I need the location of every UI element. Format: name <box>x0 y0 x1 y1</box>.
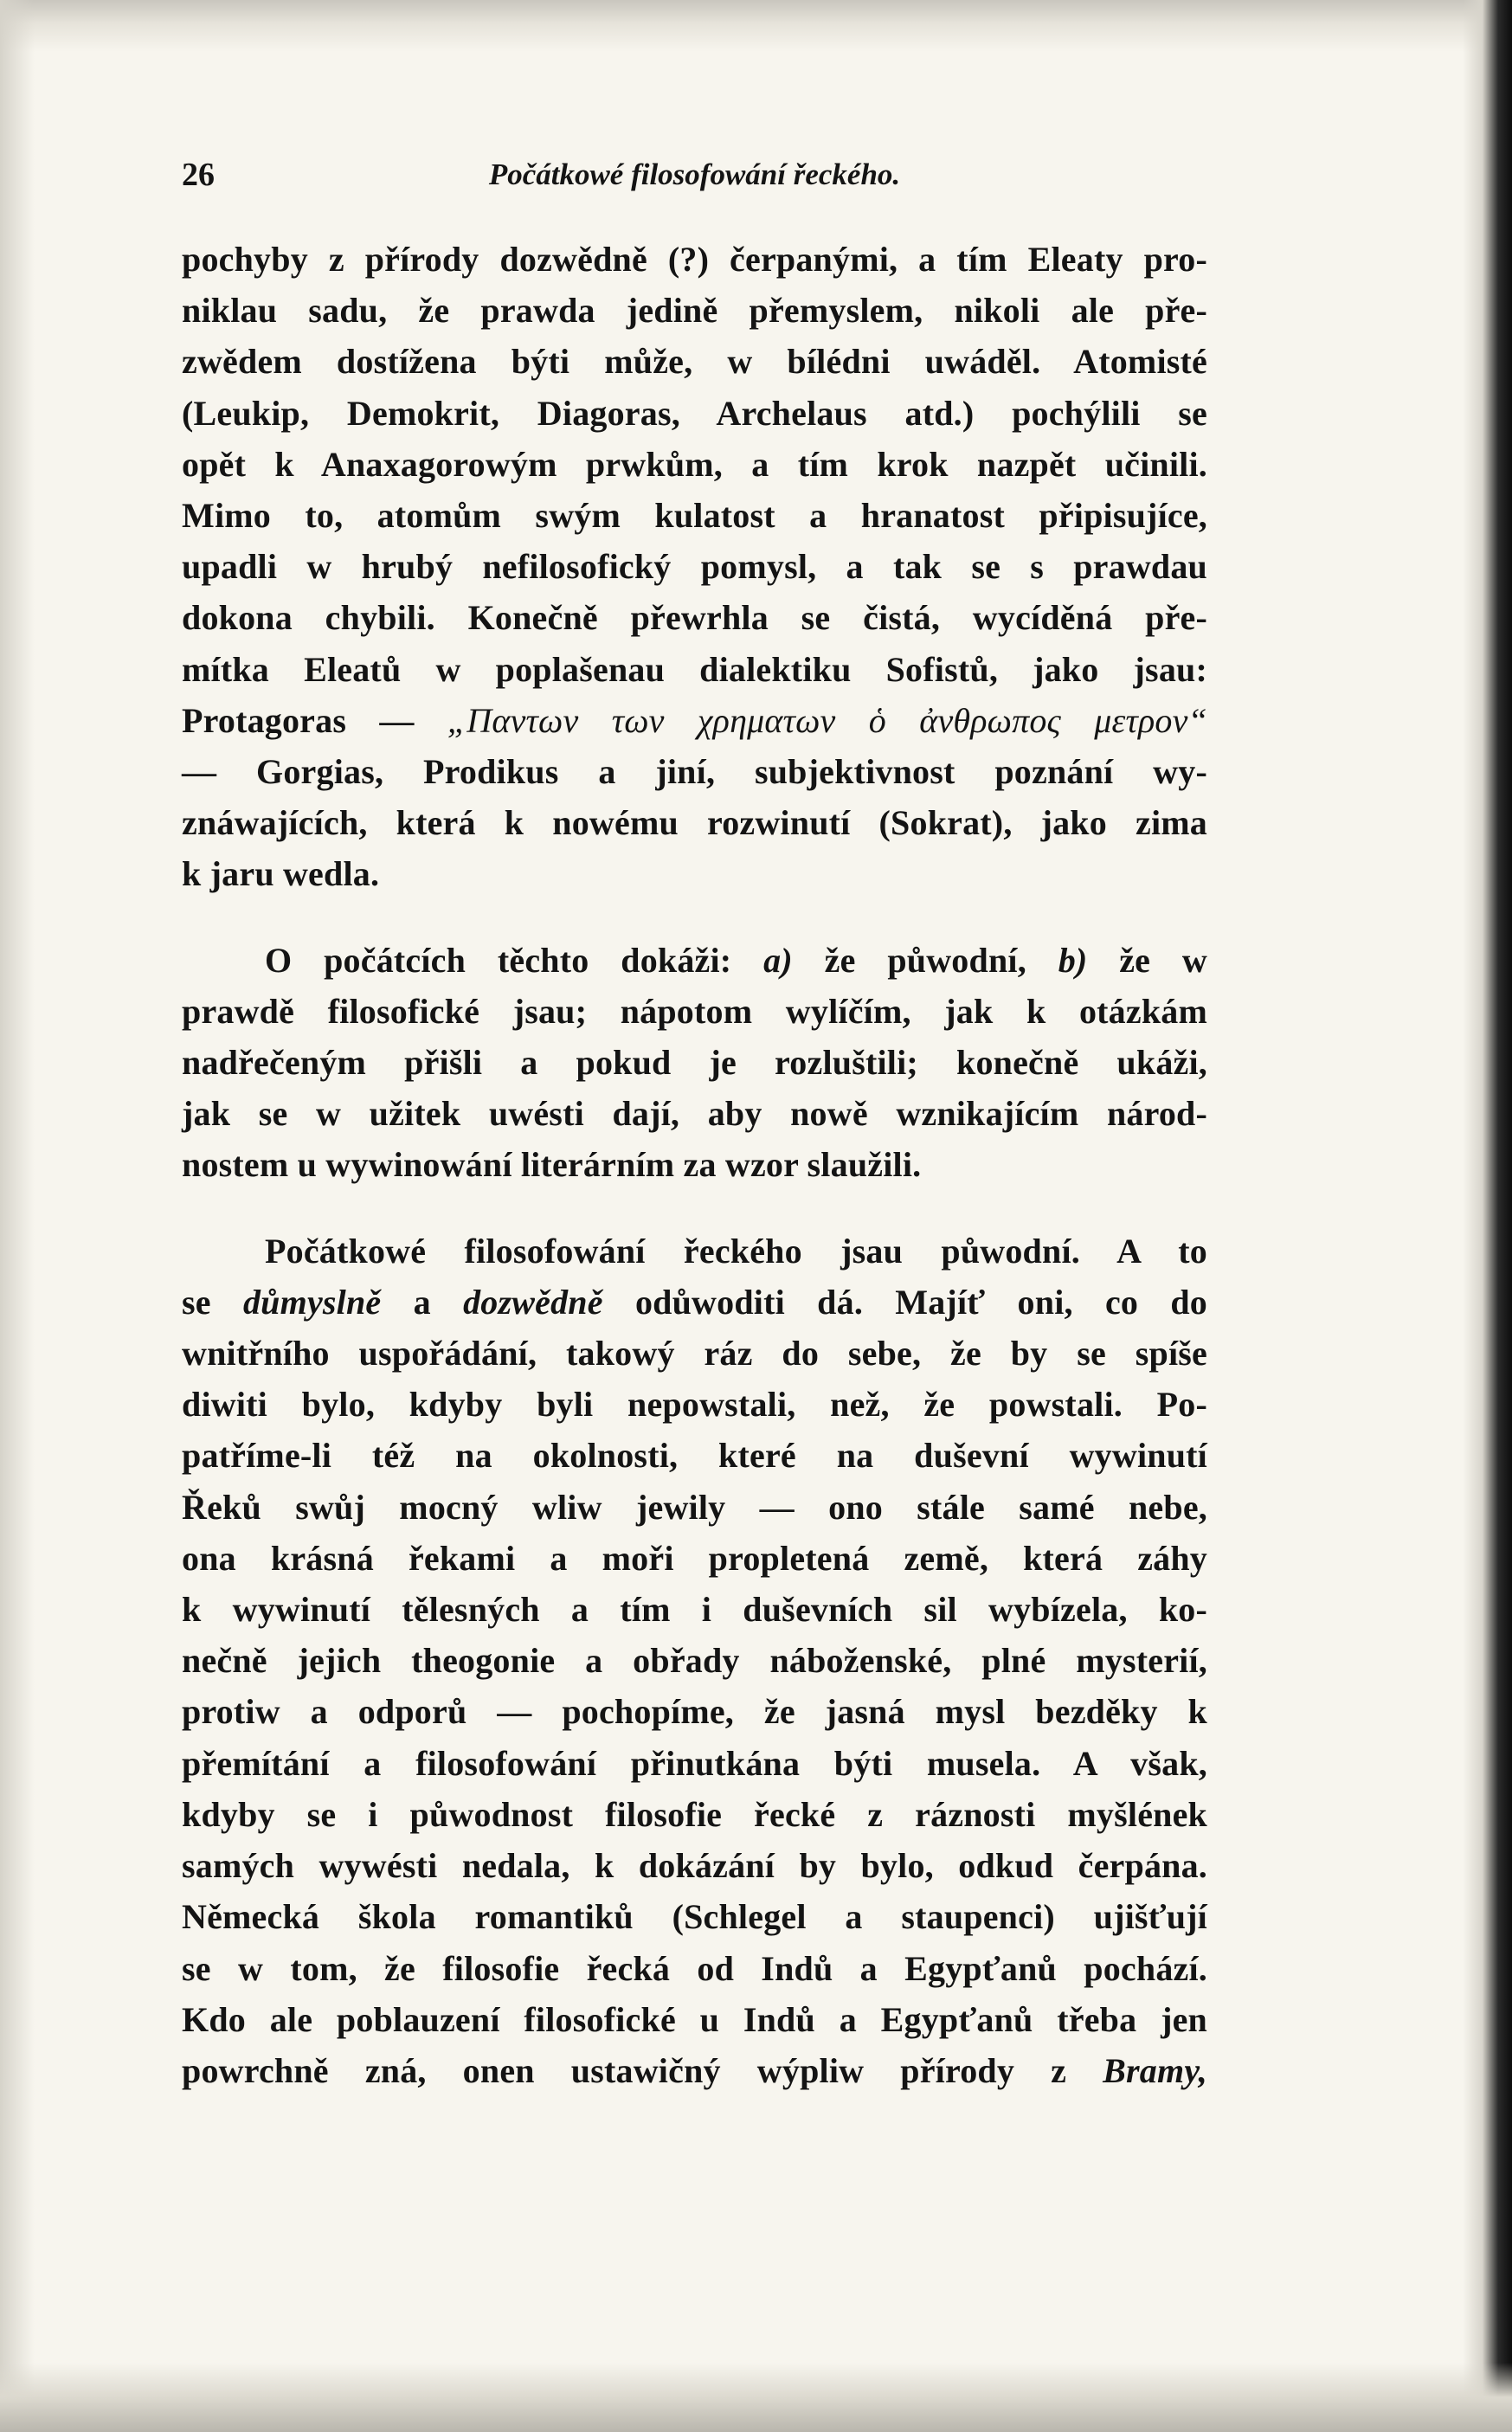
text-line <box>182 2045 1207 2096</box>
text-line: k wywinutí tělesných a tím i duševních sil wybízela, ko- <box>182 1590 1207 1630</box>
text-line: nostem u wywinowání literárním za wzor slaužili. <box>182 1145 922 1185</box>
page-right-edge-shadow <box>1463 0 1512 2432</box>
text-line: Řeků swůj mocný wliw jewily — ono stále samé nebe, <box>182 1487 1207 1527</box>
text-line: znáwajících, která k nowému rozwinutí (Sokrat), jako zima <box>182 803 1207 843</box>
text-line: jak se w užitek uwésti dají, aby nowě wznikajícím národ- <box>182 1094 1207 1134</box>
text-line: samých wywésti nedala, k dokázání by bylo, odkud čerpána. <box>182 1846 1207 1886</box>
text-line: wnitřního uspořádání, takowý ráz do sebe, že by se spíše <box>182 1334 1207 1374</box>
text-line: prawdě filosofické jsau; nápotom wylíčím, jak k otázkám <box>182 991 1207 1031</box>
text-line: zwědem dostížena býti může, w bílédni uwáděl. Atomisté <box>182 342 1207 382</box>
text-line: Kdo ale poblauzení filosofické u Indů a Egypťanů třeba jen <box>182 1999 1207 2039</box>
page-header <box>182 156 1207 208</box>
text-line: Německá škola romantiků (Schlegel a staupenci) ujišťují <box>182 1897 1207 1937</box>
text-line: se w tom, že filosofie řecká od Indů a Egypťanů pochází. <box>182 1948 1207 1988</box>
page-left-edge-shadow <box>0 0 35 2432</box>
text-line: mítka Eleatů w poplašenau dialektiku Sofistů, jako jsau: <box>182 649 1207 689</box>
text-line-greek-quote <box>182 695 1207 746</box>
text-line: (Leukip, Demokrit, Diagoras, Archelaus atd.) pochýlili se <box>182 393 1207 433</box>
text-line: kdyby se i půwodnost filosofie řecké z ráznosti myšlének <box>182 1794 1207 1834</box>
text-line: upadli w hrubý nefilosofický pomysl, a tak se s prawdau <box>182 547 1207 587</box>
italic-word: dozwědně <box>463 1282 603 1322</box>
paragraph-2 <box>182 935 1207 1191</box>
italic-word: Bramy, <box>1103 2050 1207 2090</box>
text-span: že půwodní, <box>792 940 1058 980</box>
text-line: Mimo to, atomům swým kulatost a hranatost připisujíce, <box>182 496 1207 536</box>
text-line: k jaru wedla. <box>182 854 380 894</box>
text-span: a <box>381 1282 464 1322</box>
text-span: Protagoras — <box>182 700 447 740</box>
page-bottom-edge-shadow <box>0 2363 1512 2432</box>
italic-label: a) <box>763 940 793 980</box>
page-top-edge-shadow <box>0 0 1512 52</box>
text-line: pochyby z přírody dozwědně (?) čerpanými, a tím Eleaty pro- <box>182 240 1207 279</box>
paragraph-1 <box>182 234 1207 900</box>
text-line: diwiti bylo, kdyby byli nepowstali, než, že powstali. Po- <box>182 1385 1207 1425</box>
italic-word: důmyslně <box>242 1282 382 1322</box>
body-text <box>182 234 1207 2096</box>
text-line: Počátkowé filosofowání řeckého jsau půwodní. A to <box>265 1231 1207 1271</box>
text-line: protiw a odporů — pochopíme, že jasná mysl bezděky k <box>182 1692 1207 1732</box>
text-line: — Gorgias, Prodikus a jiní, subjektivnost poznání wy- <box>182 752 1207 792</box>
text-line <box>182 1277 1207 1328</box>
text-line <box>182 935 1207 986</box>
text-span: O počátcích těchto dokáži: <box>265 940 764 980</box>
italic-label: b) <box>1058 940 1088 980</box>
text-span: že w <box>1087 940 1207 980</box>
text-line: ona krásná řekami a moři propletená země, která záhy <box>182 1538 1207 1578</box>
text-line: patříme-li též na okolnosti, které na duševní wywinutí <box>182 1436 1207 1476</box>
text-line: nadřečeným přišli a pokud je rozluštili; konečně ukáži, <box>182 1043 1207 1083</box>
text-line: nečně jejich theogonie a obřady náboženské, plné mysterií, <box>182 1641 1207 1681</box>
text-span: odůwoditi dá. Majíť oni, co do <box>602 1282 1207 1322</box>
text-line: přemítání a filosofowání přinutkána býti musela. A však, <box>182 1743 1207 1783</box>
greek-quotation: „Παντων των χρηματων ὁ ἀνθρωπος μετρον“ <box>447 700 1207 740</box>
text-line: opět k Anaxagorowým prwkům, a tím krok nazpět učinili. <box>182 444 1207 484</box>
text-line: niklau sadu, že prawda jedině přemyslem, nikoli ale pře- <box>182 291 1207 331</box>
running-title: Počátkowé filosofowání řeckého. <box>488 158 901 191</box>
paragraph-3 <box>182 1226 1207 2096</box>
page-number: 26 <box>182 157 215 193</box>
text-span: se <box>182 1282 243 1322</box>
text-span: powrchně zná, onen ustawičný wýpliw přírody z <box>182 2050 1103 2090</box>
text-line: dokona chybili. Konečně přewrhla se čistá, wycíděná pře- <box>182 598 1207 638</box>
